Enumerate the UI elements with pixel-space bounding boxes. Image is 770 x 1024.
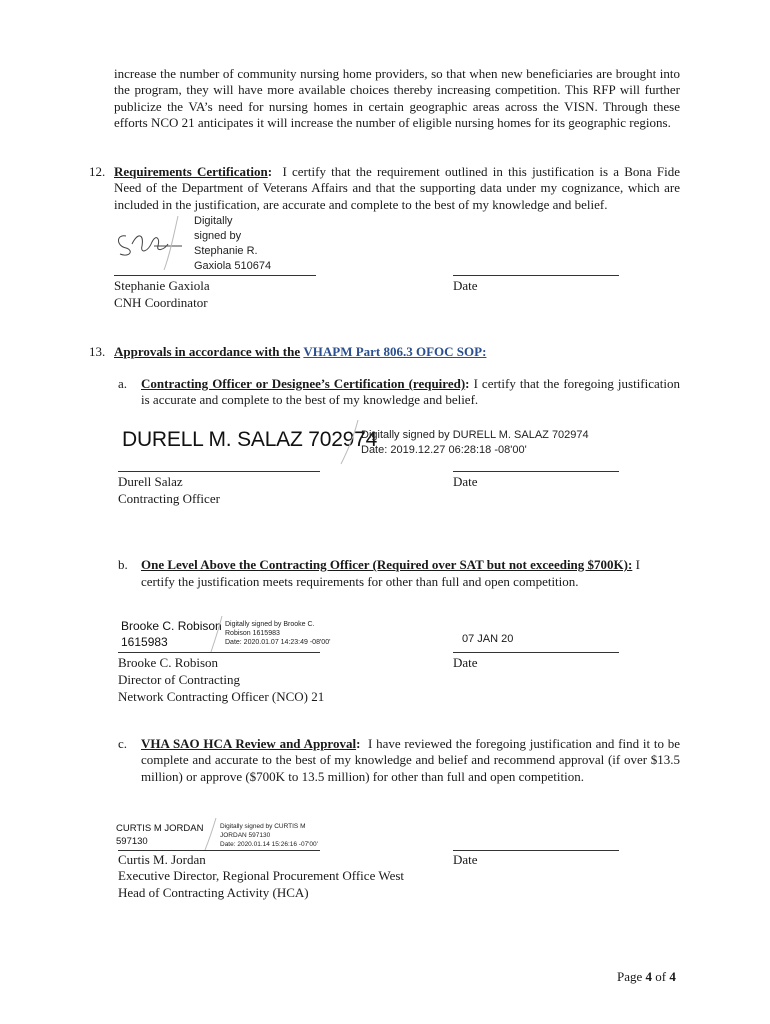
section-13c-body: I have reviewed the foregoing justification and find it to be complete and accurate to the best of my knowledge and belief and recommend approval (if over $13.5 million) or approve ($700K to 13.5 million) for other than full and open competition. <box>141 736 680 784</box>
signature-meta-line-2: Robison 1615983 <box>225 630 280 637</box>
section-13c-label: c. <box>118 736 128 751</box>
digital-signature-gaxiola <box>194 214 271 274</box>
signature-meta-line-3: Date: 2020.01.14 15:26:16 -07'00' <box>220 841 318 848</box>
signature-meta-line-1: Digitally signed by DURELL M. SALAZ 702974 <box>361 429 589 441</box>
signature-name-line-1: CURTIS M JORDAN <box>116 823 204 834</box>
section-13a-heading: Contracting Officer or Designee’s Certification (required) <box>141 376 466 391</box>
page-of-word: of <box>655 969 667 984</box>
section-12-number: 12. <box>89 164 106 179</box>
section-13b-body-first: I <box>635 557 640 572</box>
section-13-heading-row <box>114 344 486 361</box>
section-13-heading: Approvals in accordance with the <box>114 344 301 359</box>
signature-meta-line-1: Digitally signed by Brooke C. <box>225 621 315 628</box>
signer-title-robison-1: Director of Contracting <box>118 672 241 687</box>
digital-signature-name-salaz: DURELL M. SALAZ 702974 <box>122 428 378 451</box>
signature-name-line-2: 597130 <box>116 836 148 847</box>
signature-meta-line-2: Date: 2019.12.27 06:28:18 -08'00' <box>361 444 527 456</box>
date-line-jordan <box>453 850 619 851</box>
page-current: 4 <box>645 969 653 984</box>
date-label-gaxiola: Date <box>453 278 478 293</box>
signature-name-line-2: 1615983 <box>121 635 168 649</box>
section-13b-body: certify the justification meets requirements for other than full and open competition. <box>141 574 579 589</box>
signer-name-salaz: Durell Salaz <box>118 474 183 489</box>
signer-name-robison: Brooke C. Robison <box>118 655 219 670</box>
signer-title-jordan-2: Head of Contracting Activity (HCA) <box>118 885 309 900</box>
signature-check-mark <box>160 214 180 272</box>
date-value-robison: 07 JAN 20 <box>462 633 514 645</box>
section-13c-paragraph: VHA SAO HCA Review and Approval: I have reviewed the foregoing justification and find it to be complete and accurate to the best of my knowledge and belief and recommend approval (if over $13.5 million) or approve ($700K to 13.5 million) for other than full and open competition. <box>141 736 680 784</box>
signature-line-robison <box>118 652 320 653</box>
section-12-body: I certify that the requirement outlined in this justification is a Bona Fide Need of the Department of Veterans Affairs and that the supporting data under my cognizance, which are included in the justification, are accurate and complete to the best of my knowledge and belief. <box>114 164 680 212</box>
signature-check-mark <box>338 418 360 466</box>
digital-signature-meta-salaz <box>361 428 589 458</box>
date-label-salaz: Date <box>453 474 478 489</box>
section-13-number: 13. <box>89 344 106 359</box>
vhapm-sop-link[interactable]: VHAPM Part 806.3 OFOC SOP: <box>303 344 487 359</box>
section-12-heading: Requirements Certification <box>114 164 268 179</box>
signature-line-2: signed by <box>194 230 242 242</box>
digital-signature-meta-robison <box>225 620 330 647</box>
section-13a-body: I certify that the foregoing justification is accurate and complete to the best of my knowledge and belief. <box>141 376 681 408</box>
digital-signature-name-jordan <box>116 822 203 848</box>
date-line-gaxiola <box>453 275 619 276</box>
page-number <box>617 969 676 985</box>
date-label-robison: Date <box>453 655 478 670</box>
section-13a-label: a. <box>118 376 128 391</box>
section-13b-label: b. <box>118 557 128 572</box>
signature-line-4: Gaxiola 510674 <box>194 260 272 272</box>
date-line-robison <box>453 652 619 653</box>
section-13a-paragraph: Contracting Officer or Designee’s Certification (required): I certify that the foregoing justification is accurate and complete to the best of my knowledge and belief. <box>141 376 681 408</box>
signer-title-gaxiola: CNH Coordinator <box>114 295 208 310</box>
intro-paragraph: increase the number of community nursing home providers, so that when new beneficiaries are brought into the program, they will have more available choices thereby increasing competition. This RFP will further publicize the VA’s need for nursing homes in certain geographic areas across the VISN. Through these efforts NCO 21 anticipates it will increase the number of eligible nursing homes for its geographic regions. <box>114 66 680 130</box>
page-total: 4 <box>669 969 676 984</box>
section-13c-heading: VHA SAO HCA Review and Approval <box>141 736 357 751</box>
signer-name-jordan: Curtis M. Jordan <box>118 852 206 867</box>
signature-meta-line-1: Digitally signed by CURTIS M <box>220 823 306 830</box>
signature-check-mark <box>208 614 224 654</box>
signature-line-salaz <box>118 471 320 472</box>
signature-check-mark <box>202 816 218 852</box>
signature-meta-line-3: Date: 2020.01.07 14:23:49 -08'00' <box>225 639 331 646</box>
date-label-jordan: Date <box>453 852 478 867</box>
digital-signature-meta-jordan <box>220 822 318 849</box>
section-13b-heading-row <box>141 557 686 574</box>
signer-title-jordan-1: Executive Director, Regional Procurement Office West <box>118 868 405 883</box>
signer-title-salaz: Contracting Officer <box>118 491 220 506</box>
signer-title-robison-2: Network Contracting Officer (NCO) 21 <box>118 689 325 704</box>
signature-line-1: Digitally <box>194 215 233 227</box>
section-12-paragraph: Requirements Certification: I certify that the requirement outlined in this justification is a Bona Fide Need of the Department of Veterans Affairs and that the supporting data under my cognizance, which are included in the justification, are accurate and complete to the best of my knowledge and belief. <box>114 164 680 212</box>
signer-name-gaxiola: Stephanie Gaxiola <box>114 278 210 293</box>
date-line-salaz <box>453 471 619 472</box>
page-word: Page <box>617 969 643 984</box>
signature-name-line-1: Brooke C. Robison <box>121 619 222 633</box>
signature-meta-line-2: JORDAN 597130 <box>220 832 271 839</box>
signature-line-gaxiola <box>114 275 316 276</box>
section-13b-heading: One Level Above the Contracting Officer (Required over SAT but not exceeding $700K): <box>141 557 633 572</box>
signature-line-jordan <box>118 850 320 851</box>
digital-signature-name-robison <box>121 618 222 650</box>
signature-line-3: Stephanie R. <box>194 245 258 257</box>
